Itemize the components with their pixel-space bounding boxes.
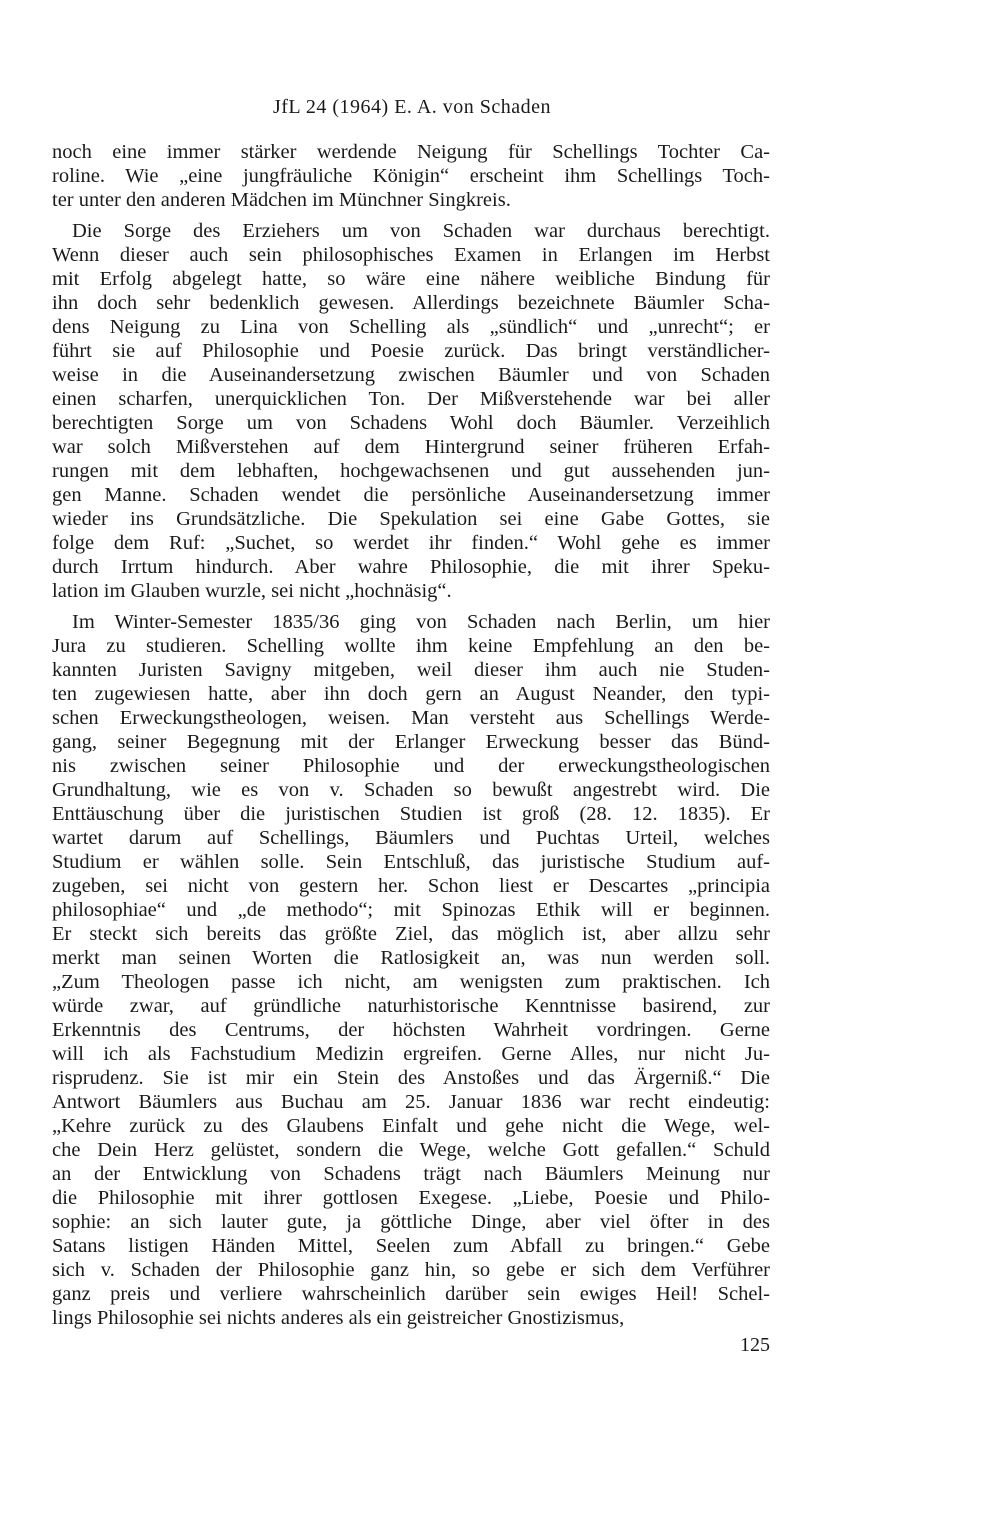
text-line: merkt man seinen Worten die Ratlosigkeit an, was nun werden soll.	[52, 947, 770, 969]
text-line: führt sie auf Philosophie und Poesie zurück. Das bringt verständlicher-	[52, 340, 770, 362]
text-line: philosophiae“ und „de methodo“; mit Spinozas Ethik will er beginnen.	[52, 899, 770, 921]
text-line: risprudenz. Sie ist mir ein Stein des Anstoßes und das Ärgerniß.“ Die	[52, 1067, 770, 1089]
text-line: weise in die Auseinandersetzung zwischen Bäumler und von Schaden	[52, 364, 770, 386]
text-line: gen Manne. Schaden wendet die persönliche Auseinandersetzung immer	[52, 484, 770, 506]
text-line: Satans listigen Händen Mittel, Seelen zum Abfall zu bringen.“ Gebe	[52, 1235, 770, 1257]
text-line: Studium er wählen solle. Sein Entschluß, das juristische Studium auf-	[52, 851, 770, 873]
text-line: nis zwischen seiner Philosophie und der erweckungstheologischen	[52, 755, 770, 777]
paragraph-gap	[52, 603, 770, 610]
text-line: an der Entwicklung von Schadens trägt nach Bäumlers Meinung nur	[52, 1163, 770, 1185]
text-line: „Zum Theologen passe ich nicht, am wenigsten zum praktischen. Ich	[52, 971, 770, 993]
text-line: will ich als Fachstudium Medizin ergreifen. Gerne Alles, nur nicht Ju-	[52, 1043, 770, 1065]
text-line: gang, seiner Begegnung mit der Erlanger Erweckung besser das Bünd-	[52, 731, 770, 753]
text-line: noch eine immer stärker werdende Neigung für Schellings Tochter Ca-	[52, 141, 770, 163]
text-line: Jura zu studieren. Schelling wollte ihm keine Empfehlung an den be-	[52, 635, 770, 657]
text-line: dens Neigung zu Lina von Schelling als „sündlich“ und „unrecht“; er	[52, 316, 770, 338]
text-line: ter unter den anderen Mädchen im Münchner Singkreis.	[52, 189, 511, 211]
text-line: ten zugewiesen hatte, aber ihn doch gern an August Neander, den typi-	[52, 683, 770, 705]
text-line: Im Winter-Semester 1835/36 ging von Schaden nach Berlin, um hier	[72, 611, 770, 633]
text-line: ihn doch sehr bedenklich gewesen. Allerdings bezeichnete Bäumler Scha-	[52, 292, 770, 314]
text-line: che Dein Herz gelüstet, sondern die Wege, welche Gott gefallen.“ Schuld	[52, 1139, 770, 1161]
text-line: Erkenntnis des Centrums, der höchsten Wahrheit vordringen. Gerne	[52, 1019, 770, 1041]
text-line: Enttäuschung über die juristischen Studien ist groß (28. 12. 1835). Er	[52, 803, 770, 825]
text-line: Wenn dieser auch sein philosophisches Examen in Erlangen im Herbst	[52, 244, 770, 266]
paragraph-gap	[52, 212, 770, 219]
text-line: lings Philosophie sei nichts anderes als ein geistreicher Gnostizismus,	[52, 1307, 625, 1329]
running-head: JfL 24 (1964) E. A. von Schaden	[272, 96, 552, 118]
text-line: sich v. Schaden der Philosophie ganz hin, so gebe er sich dem Verführer	[52, 1259, 770, 1281]
text-line: „Kehre zurück zu des Glaubens Einfalt und gehe nicht die Wege, wel-	[52, 1115, 770, 1137]
text-line: mit Erfolg abgelegt hatte, so wäre eine nähere weibliche Bindung für	[52, 268, 770, 290]
text-line: Grundhaltung, wie es von v. Schaden so bewußt angestrebt wird. Die	[52, 779, 770, 801]
body-text	[52, 140, 770, 1330]
text-line: ganz preis und verliere wahrscheinlich darüber sein ewiges Heil! Schel-	[52, 1283, 770, 1305]
text-line: einen scharfen, unerquicklichen Ton. Der Mißverstehende war bei aller	[52, 388, 770, 410]
text-line: Die Sorge des Erziehers um von Schaden war durchaus berechtigt.	[72, 220, 770, 242]
paragraph	[52, 140, 770, 212]
text-line: folge dem Ruf: „Suchet, so werdet ihr finden.“ Wohl gehe es immer	[52, 532, 770, 554]
text-line: Antwort Bäumlers aus Buchau am 25. Januar 1836 war recht eindeutig:	[52, 1091, 770, 1113]
text-line: wartet darum auf Schellings, Bäumlers und Puchtas Urteil, welches	[52, 827, 770, 849]
text-line: durch Irrtum hindurch. Aber wahre Philosophie, die mit ihrer Speku-	[52, 556, 770, 578]
text-line: zugeben, sei nicht von gestern her. Schon liest er Descartes „principia	[52, 875, 770, 897]
text-line: berechtigten Sorge um von Schadens Wohl doch Bäumler. Verzeihlich	[52, 412, 770, 434]
text-line: würde zwar, auf gründliche naturhistorische Kenntnisse basirend, zur	[52, 995, 770, 1017]
paragraph	[52, 610, 770, 1330]
page-number: 125	[740, 1334, 770, 1356]
text-line: war solch Mißverstehen auf dem Hintergrund seiner früheren Erfah-	[52, 436, 770, 458]
text-line: schen Erweckungstheologen, weisen. Man versteht aus Schellings Werde-	[52, 707, 770, 729]
text-line: wieder ins Grundsätzliche. Die Spekulation sei eine Gabe Gottes, sie	[52, 508, 770, 530]
text-line: Er steckt sich bereits das größte Ziel, das möglich ist, aber allzu sehr	[52, 923, 770, 945]
text-line: die Philosophie mit ihrer gottlosen Exegese. „Liebe, Poesie und Philo-	[52, 1187, 770, 1209]
paragraph	[52, 219, 770, 603]
text-line: lation im Glauben wurzle, sei nicht „hochnäsig“.	[52, 580, 452, 602]
text-line: roline. Wie „eine jungfräuliche Königin“ erscheint ihm Schellings Toch-	[52, 165, 770, 187]
text-line: kannten Juristen Savigny mitgeben, weil dieser ihm auch nie Studen-	[52, 659, 770, 681]
text-line: sophie: an sich lauter gute, ja göttliche Dinge, aber viel öfter in des	[52, 1211, 770, 1233]
text-line: rungen mit dem lebhaften, hochgewachsenen und gut aussehenden jun-	[52, 460, 770, 482]
